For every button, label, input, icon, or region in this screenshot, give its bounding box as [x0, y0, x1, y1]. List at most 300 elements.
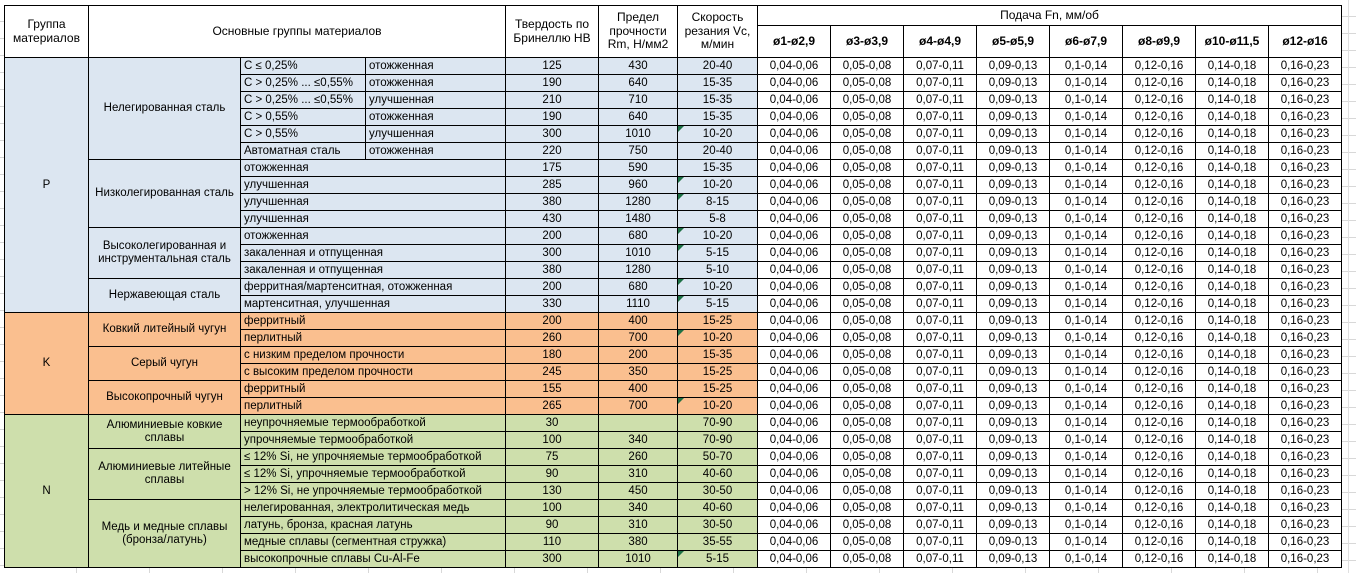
- state-cell[interactable]: улучшенная: [366, 126, 506, 143]
- speed-cell[interactable]: 15-25: [678, 381, 758, 398]
- feed-cell[interactable]: 0,12-0,16: [1123, 126, 1196, 143]
- material-cell[interactable]: мартенситная, улучшенная: [241, 296, 506, 313]
- speed-cell[interactable]: 5-10: [678, 262, 758, 279]
- feed-cell[interactable]: 0,09-0,13: [977, 483, 1050, 500]
- feed-cell[interactable]: 0,14-0,18: [1196, 432, 1269, 449]
- speed-cell[interactable]: 10-20: [678, 330, 758, 347]
- feed-cell[interactable]: 0,04-0,06: [758, 126, 831, 143]
- feed-cell[interactable]: 0,16-0,23: [1269, 364, 1342, 381]
- feed-cell[interactable]: 0,1-0,14: [1050, 228, 1123, 245]
- feed-cell[interactable]: 0,14-0,18: [1196, 466, 1269, 483]
- feed-cell[interactable]: 0,05-0,08: [831, 211, 904, 228]
- feed-cell[interactable]: 0,09-0,13: [977, 143, 1050, 160]
- feed-cell[interactable]: 0,12-0,16: [1123, 500, 1196, 517]
- feed-cell[interactable]: 0,14-0,18: [1196, 143, 1269, 160]
- feed-cell[interactable]: 0,04-0,06: [758, 551, 831, 568]
- feed-cell[interactable]: 0,14-0,18: [1196, 211, 1269, 228]
- hardness-cell[interactable]: 300: [506, 551, 599, 568]
- feed-cell[interactable]: 0,07-0,11: [904, 364, 977, 381]
- feed-cell[interactable]: 0,16-0,23: [1269, 279, 1342, 296]
- feed-cell[interactable]: 0,16-0,23: [1269, 160, 1342, 177]
- strength-cell[interactable]: 590: [599, 160, 678, 177]
- hardness-cell[interactable]: 430: [506, 211, 599, 228]
- strength-cell[interactable]: 340: [599, 500, 678, 517]
- hardness-cell[interactable]: 90: [506, 466, 599, 483]
- family-cell[interactable]: Низколегированная сталь: [89, 160, 241, 228]
- feed-cell[interactable]: 0,12-0,16: [1123, 58, 1196, 75]
- feed-cell[interactable]: 0,14-0,18: [1196, 517, 1269, 534]
- family-cell[interactable]: Алюминиевые литейные сплавы: [89, 449, 241, 500]
- state-cell[interactable]: отожженная: [366, 143, 506, 160]
- speed-cell[interactable]: 10-20: [678, 398, 758, 415]
- feed-cell[interactable]: 0,16-0,23: [1269, 483, 1342, 500]
- feed-cell[interactable]: 0,1-0,14: [1050, 177, 1123, 194]
- feed-cell[interactable]: 0,12-0,16: [1123, 75, 1196, 92]
- feed-cell[interactable]: 0,05-0,08: [831, 228, 904, 245]
- feed-cell[interactable]: 0,1-0,14: [1050, 517, 1123, 534]
- feed-cell[interactable]: 0,09-0,13: [977, 228, 1050, 245]
- feed-cell[interactable]: 0,04-0,06: [758, 330, 831, 347]
- feed-cell[interactable]: 0,09-0,13: [977, 381, 1050, 398]
- hardness-cell[interactable]: 300: [506, 126, 599, 143]
- feed-cell[interactable]: 0,16-0,23: [1269, 262, 1342, 279]
- feed-cell[interactable]: 0,12-0,16: [1123, 313, 1196, 330]
- feed-cell[interactable]: 0,12-0,16: [1123, 177, 1196, 194]
- feed-cell[interactable]: 0,04-0,06: [758, 194, 831, 211]
- feed-cell[interactable]: 0,1-0,14: [1050, 194, 1123, 211]
- feed-cell[interactable]: 0,12-0,16: [1123, 347, 1196, 364]
- state-cell[interactable]: отожженная: [366, 75, 506, 92]
- material-cell[interactable]: неупрочняемые термообработкой: [241, 415, 506, 432]
- feed-cell[interactable]: 0,09-0,13: [977, 517, 1050, 534]
- feed-cell[interactable]: 0,14-0,18: [1196, 415, 1269, 432]
- speed-cell[interactable]: 15-25: [678, 364, 758, 381]
- hardness-cell[interactable]: 285: [506, 177, 599, 194]
- strength-cell[interactable]: 750: [599, 143, 678, 160]
- feed-cell[interactable]: 0,14-0,18: [1196, 228, 1269, 245]
- feed-cell[interactable]: 0,09-0,13: [977, 534, 1050, 551]
- feed-cell[interactable]: 0,09-0,13: [977, 126, 1050, 143]
- hardness-cell[interactable]: 200: [506, 313, 599, 330]
- feed-cell[interactable]: 0,04-0,06: [758, 449, 831, 466]
- strength-cell[interactable]: 1480: [599, 211, 678, 228]
- header-brinell-hardness[interactable]: Твердость по Бринеллю HB: [506, 6, 599, 58]
- feed-cell[interactable]: 0,1-0,14: [1050, 466, 1123, 483]
- feed-cell[interactable]: 0,04-0,06: [758, 279, 831, 296]
- feed-cell[interactable]: 0,07-0,11: [904, 160, 977, 177]
- feed-cell[interactable]: 0,1-0,14: [1050, 58, 1123, 75]
- feed-cell[interactable]: 0,05-0,08: [831, 364, 904, 381]
- feed-cell[interactable]: 0,04-0,06: [758, 262, 831, 279]
- feed-cell[interactable]: 0,1-0,14: [1050, 92, 1123, 109]
- feed-cell[interactable]: 0,14-0,18: [1196, 330, 1269, 347]
- feed-cell[interactable]: 0,05-0,08: [831, 245, 904, 262]
- feed-cell[interactable]: 0,14-0,18: [1196, 551, 1269, 568]
- feed-cell[interactable]: 0,14-0,18: [1196, 109, 1269, 126]
- state-cell[interactable]: отожженная: [366, 109, 506, 126]
- hardness-cell[interactable]: 245: [506, 364, 599, 381]
- feed-cell[interactable]: 0,1-0,14: [1050, 262, 1123, 279]
- strength-cell[interactable]: 640: [599, 109, 678, 126]
- feed-cell[interactable]: 0,14-0,18: [1196, 92, 1269, 109]
- feed-cell[interactable]: 0,07-0,11: [904, 415, 977, 432]
- feed-cell[interactable]: 0,05-0,08: [831, 330, 904, 347]
- strength-cell[interactable]: 960: [599, 177, 678, 194]
- speed-cell[interactable]: 5-8: [678, 211, 758, 228]
- feed-cell[interactable]: 0,05-0,08: [831, 347, 904, 364]
- feed-cell[interactable]: 0,05-0,08: [831, 381, 904, 398]
- strength-cell[interactable]: 1280: [599, 262, 678, 279]
- feed-cell[interactable]: 0,12-0,16: [1123, 296, 1196, 313]
- feed-cell[interactable]: 0,09-0,13: [977, 177, 1050, 194]
- speed-cell[interactable]: 10-20: [678, 228, 758, 245]
- hardness-cell[interactable]: 130: [506, 483, 599, 500]
- feed-cell[interactable]: 0,16-0,23: [1269, 551, 1342, 568]
- feed-cell[interactable]: 0,05-0,08: [831, 177, 904, 194]
- feed-cell[interactable]: 0,1-0,14: [1050, 381, 1123, 398]
- header-tensile-strength[interactable]: Предел прочности Rm, Н/мм2: [599, 6, 678, 58]
- strength-cell[interactable]: 680: [599, 279, 678, 296]
- feed-cell[interactable]: 0,14-0,18: [1196, 58, 1269, 75]
- material-cell[interactable]: с низким пределом прочности: [241, 347, 506, 364]
- feed-cell[interactable]: 0,14-0,18: [1196, 534, 1269, 551]
- hardness-cell[interactable]: 200: [506, 279, 599, 296]
- hardness-cell[interactable]: 175: [506, 160, 599, 177]
- feed-cell[interactable]: 0,12-0,16: [1123, 551, 1196, 568]
- speed-cell[interactable]: 20-40: [678, 58, 758, 75]
- material-cell[interactable]: перлитный: [241, 398, 506, 415]
- feed-cell[interactable]: 0,07-0,11: [904, 432, 977, 449]
- strength-cell[interactable]: 200: [599, 347, 678, 364]
- feed-cell[interactable]: 0,09-0,13: [977, 194, 1050, 211]
- feed-cell[interactable]: 0,09-0,13: [977, 75, 1050, 92]
- feed-cell[interactable]: 0,09-0,13: [977, 398, 1050, 415]
- speed-cell[interactable]: 15-35: [678, 75, 758, 92]
- feed-cell[interactable]: 0,09-0,13: [977, 262, 1050, 279]
- group-cell[interactable]: K: [5, 313, 89, 415]
- feed-cell[interactable]: 0,1-0,14: [1050, 551, 1123, 568]
- feed-cell[interactable]: 0,04-0,06: [758, 143, 831, 160]
- speed-cell[interactable]: 40-60: [678, 500, 758, 517]
- feed-cell[interactable]: 0,16-0,23: [1269, 398, 1342, 415]
- header-material-group[interactable]: Группа материалов: [5, 6, 89, 58]
- hardness-cell[interactable]: 265: [506, 398, 599, 415]
- family-cell[interactable]: Нержавеющая сталь: [89, 279, 241, 313]
- feed-cell[interactable]: 0,1-0,14: [1050, 432, 1123, 449]
- feed-cell[interactable]: 0,05-0,08: [831, 194, 904, 211]
- strength-cell[interactable]: 680: [599, 228, 678, 245]
- speed-cell[interactable]: 10-20: [678, 279, 758, 296]
- feed-cell[interactable]: 0,04-0,06: [758, 534, 831, 551]
- feed-cell[interactable]: 0,1-0,14: [1050, 449, 1123, 466]
- feed-cell[interactable]: 0,05-0,08: [831, 466, 904, 483]
- feed-cell[interactable]: 0,12-0,16: [1123, 160, 1196, 177]
- feed-cell[interactable]: 0,07-0,11: [904, 279, 977, 296]
- feed-cell[interactable]: 0,09-0,13: [977, 330, 1050, 347]
- strength-cell[interactable]: 350: [599, 364, 678, 381]
- strength-cell[interactable]: 1010: [599, 551, 678, 568]
- material-cell[interactable]: перлитный: [241, 330, 506, 347]
- material-cell[interactable]: ферритный: [241, 381, 506, 398]
- material-cell[interactable]: упрочняемые термообработкой: [241, 432, 506, 449]
- feed-cell[interactable]: 0,14-0,18: [1196, 483, 1269, 500]
- feed-cell[interactable]: 0,12-0,16: [1123, 483, 1196, 500]
- material-cell[interactable]: закаленная и отпущенная: [241, 245, 506, 262]
- feed-cell[interactable]: 0,1-0,14: [1050, 75, 1123, 92]
- material-cell[interactable]: C > 0,25% ... ≤0,55%: [241, 92, 366, 109]
- family-cell[interactable]: Нелегированная сталь: [89, 58, 241, 160]
- speed-cell[interactable]: 5-15: [678, 296, 758, 313]
- hardness-cell[interactable]: 125: [506, 58, 599, 75]
- feed-cell[interactable]: 0,07-0,11: [904, 500, 977, 517]
- hardness-cell[interactable]: 220: [506, 143, 599, 160]
- feed-cell[interactable]: 0,04-0,06: [758, 466, 831, 483]
- feed-cell[interactable]: 0,12-0,16: [1123, 143, 1196, 160]
- feed-cell[interactable]: 0,16-0,23: [1269, 415, 1342, 432]
- feed-cell[interactable]: 0,09-0,13: [977, 160, 1050, 177]
- feed-cell[interactable]: 0,12-0,16: [1123, 449, 1196, 466]
- feed-cell[interactable]: 0,12-0,16: [1123, 415, 1196, 432]
- group-cell[interactable]: P: [5, 58, 89, 313]
- feed-cell[interactable]: 0,07-0,11: [904, 245, 977, 262]
- speed-cell[interactable]: 15-25: [678, 313, 758, 330]
- feed-cell[interactable]: 0,07-0,11: [904, 347, 977, 364]
- feed-cell[interactable]: 0,04-0,06: [758, 211, 831, 228]
- material-cell[interactable]: отожженная: [241, 160, 506, 177]
- speed-cell[interactable]: 50-70: [678, 449, 758, 466]
- strength-cell[interactable]: [599, 415, 678, 432]
- feed-cell[interactable]: 0,14-0,18: [1196, 126, 1269, 143]
- feed-cell[interactable]: 0,1-0,14: [1050, 398, 1123, 415]
- strength-cell[interactable]: 1010: [599, 126, 678, 143]
- group-cell[interactable]: N: [5, 415, 89, 568]
- feed-cell[interactable]: 0,09-0,13: [977, 415, 1050, 432]
- feed-cell[interactable]: 0,09-0,13: [977, 432, 1050, 449]
- strength-cell[interactable]: 700: [599, 330, 678, 347]
- hardness-cell[interactable]: 380: [506, 262, 599, 279]
- feed-cell[interactable]: 0,1-0,14: [1050, 143, 1123, 160]
- feed-cell[interactable]: 0,05-0,08: [831, 262, 904, 279]
- material-cell[interactable]: закаленная и отпущенная: [241, 262, 506, 279]
- feed-cell[interactable]: 0,16-0,23: [1269, 228, 1342, 245]
- feed-cell[interactable]: 0,1-0,14: [1050, 500, 1123, 517]
- hardness-cell[interactable]: 190: [506, 75, 599, 92]
- feed-cell[interactable]: 0,07-0,11: [904, 517, 977, 534]
- material-cell[interactable]: с высоким пределом прочности: [241, 364, 506, 381]
- feed-cell[interactable]: 0,16-0,23: [1269, 313, 1342, 330]
- feed-cell[interactable]: 0,16-0,23: [1269, 449, 1342, 466]
- feed-cell[interactable]: 0,1-0,14: [1050, 245, 1123, 262]
- feed-cell[interactable]: 0,1-0,14: [1050, 211, 1123, 228]
- feed-cell[interactable]: 0,04-0,06: [758, 500, 831, 517]
- hardness-cell[interactable]: 380: [506, 194, 599, 211]
- family-cell[interactable]: Ковкий литейный чугун: [89, 313, 241, 347]
- material-cell[interactable]: медные сплавы (сегментная стружка): [241, 534, 506, 551]
- feed-cell[interactable]: 0,16-0,23: [1269, 92, 1342, 109]
- header-diameter-2[interactable]: ø3-ø3,9: [831, 26, 904, 58]
- feed-cell[interactable]: 0,07-0,11: [904, 143, 977, 160]
- header-diameter-8[interactable]: ø12-ø16: [1269, 26, 1342, 58]
- feed-cell[interactable]: 0,1-0,14: [1050, 109, 1123, 126]
- feed-cell[interactable]: 0,05-0,08: [831, 534, 904, 551]
- material-cell[interactable]: ≤ 12% Si, не упрочняемые термообработкой: [241, 449, 506, 466]
- strength-cell[interactable]: 400: [599, 381, 678, 398]
- feed-cell[interactable]: 0,12-0,16: [1123, 109, 1196, 126]
- feed-cell[interactable]: 0,05-0,08: [831, 483, 904, 500]
- hardness-cell[interactable]: 190: [506, 109, 599, 126]
- feed-cell[interactable]: 0,04-0,06: [758, 58, 831, 75]
- feed-cell[interactable]: 0,07-0,11: [904, 381, 977, 398]
- material-cell[interactable]: C > 0,25% ... ≤0,55%: [241, 75, 366, 92]
- hardness-cell[interactable]: 300: [506, 245, 599, 262]
- speed-cell[interactable]: 15-35: [678, 92, 758, 109]
- speed-cell[interactable]: 15-35: [678, 160, 758, 177]
- feed-cell[interactable]: 0,16-0,23: [1269, 211, 1342, 228]
- feed-cell[interactable]: 0,12-0,16: [1123, 330, 1196, 347]
- feed-cell[interactable]: 0,05-0,08: [831, 500, 904, 517]
- feed-cell[interactable]: 0,07-0,11: [904, 228, 977, 245]
- speed-cell[interactable]: 30-50: [678, 517, 758, 534]
- feed-cell[interactable]: 0,09-0,13: [977, 466, 1050, 483]
- state-cell[interactable]: улучшенная: [366, 92, 506, 109]
- feed-cell[interactable]: 0,07-0,11: [904, 262, 977, 279]
- feed-cell[interactable]: 0,09-0,13: [977, 279, 1050, 296]
- feed-cell[interactable]: 0,14-0,18: [1196, 347, 1269, 364]
- feed-cell[interactable]: 0,14-0,18: [1196, 449, 1269, 466]
- feed-cell[interactable]: 0,05-0,08: [831, 160, 904, 177]
- feed-cell[interactable]: 0,04-0,06: [758, 296, 831, 313]
- family-cell[interactable]: Высоколегированная и инструментальная сталь: [89, 228, 241, 279]
- family-cell[interactable]: Алюминиевые ковкие сплавы: [89, 415, 241, 449]
- feed-cell[interactable]: 0,16-0,23: [1269, 245, 1342, 262]
- feed-cell[interactable]: 0,09-0,13: [977, 211, 1050, 228]
- feed-cell[interactable]: 0,04-0,06: [758, 109, 831, 126]
- feed-cell[interactable]: 0,14-0,18: [1196, 398, 1269, 415]
- feed-cell[interactable]: 0,04-0,06: [758, 517, 831, 534]
- feed-cell[interactable]: 0,1-0,14: [1050, 126, 1123, 143]
- family-cell[interactable]: Высокопрочный чугун: [89, 381, 241, 415]
- feed-cell[interactable]: 0,05-0,08: [831, 517, 904, 534]
- material-cell[interactable]: Автоматная сталь: [241, 143, 366, 160]
- feed-cell[interactable]: 0,04-0,06: [758, 228, 831, 245]
- feed-cell[interactable]: 0,05-0,08: [831, 415, 904, 432]
- hardness-cell[interactable]: 30: [506, 415, 599, 432]
- feed-cell[interactable]: 0,07-0,11: [904, 449, 977, 466]
- strength-cell[interactable]: 310: [599, 466, 678, 483]
- feed-cell[interactable]: 0,04-0,06: [758, 177, 831, 194]
- feed-cell[interactable]: 0,09-0,13: [977, 109, 1050, 126]
- feed-cell[interactable]: 0,1-0,14: [1050, 483, 1123, 500]
- feed-cell[interactable]: 0,16-0,23: [1269, 126, 1342, 143]
- feed-cell[interactable]: 0,09-0,13: [977, 313, 1050, 330]
- material-cell[interactable]: отожженная: [241, 228, 506, 245]
- speed-cell[interactable]: 5-15: [678, 551, 758, 568]
- feed-cell[interactable]: 0,07-0,11: [904, 92, 977, 109]
- speed-cell[interactable]: 20-40: [678, 143, 758, 160]
- feed-cell[interactable]: 0,05-0,08: [831, 75, 904, 92]
- strength-cell[interactable]: 710: [599, 92, 678, 109]
- speed-cell[interactable]: 35-55: [678, 534, 758, 551]
- feed-cell[interactable]: 0,16-0,23: [1269, 109, 1342, 126]
- feed-cell[interactable]: 0,07-0,11: [904, 466, 977, 483]
- feed-cell[interactable]: 0,07-0,11: [904, 296, 977, 313]
- feed-cell[interactable]: 0,09-0,13: [977, 500, 1050, 517]
- feed-cell[interactable]: 0,14-0,18: [1196, 160, 1269, 177]
- material-cell[interactable]: ≤ 12% Si, упрочняемые термообработкой: [241, 466, 506, 483]
- header-diameter-5[interactable]: ø6-ø7,9: [1050, 26, 1123, 58]
- header-main-groups[interactable]: Основные группы материалов: [89, 6, 506, 58]
- feed-cell[interactable]: 0,16-0,23: [1269, 194, 1342, 211]
- feed-cell[interactable]: 0,05-0,08: [831, 143, 904, 160]
- family-cell[interactable]: Серый чугун: [89, 347, 241, 381]
- feed-cell[interactable]: 0,1-0,14: [1050, 534, 1123, 551]
- hardness-cell[interactable]: 330: [506, 296, 599, 313]
- feed-cell[interactable]: 0,05-0,08: [831, 92, 904, 109]
- material-cell[interactable]: > 12% Si, не упрочняемые термообработкой: [241, 483, 506, 500]
- feed-cell[interactable]: 0,12-0,16: [1123, 194, 1196, 211]
- speed-cell[interactable]: 5-15: [678, 245, 758, 262]
- speed-cell[interactable]: 15-35: [678, 347, 758, 364]
- feed-cell[interactable]: 0,16-0,23: [1269, 517, 1342, 534]
- feed-cell[interactable]: 0,04-0,06: [758, 347, 831, 364]
- feed-cell[interactable]: 0,16-0,23: [1269, 177, 1342, 194]
- feed-cell[interactable]: 0,12-0,16: [1123, 262, 1196, 279]
- feed-cell[interactable]: 0,07-0,11: [904, 398, 977, 415]
- strength-cell[interactable]: 310: [599, 517, 678, 534]
- strength-cell[interactable]: 700: [599, 398, 678, 415]
- material-cell[interactable]: высокопрочные сплавы Cu-Al-Fe: [241, 551, 506, 568]
- feed-cell[interactable]: 0,05-0,08: [831, 296, 904, 313]
- feed-cell[interactable]: 0,1-0,14: [1050, 364, 1123, 381]
- feed-cell[interactable]: 0,04-0,06: [758, 160, 831, 177]
- feed-cell[interactable]: 0,09-0,13: [977, 551, 1050, 568]
- feed-cell[interactable]: 0,05-0,08: [831, 126, 904, 143]
- feed-cell[interactable]: 0,16-0,23: [1269, 58, 1342, 75]
- feed-cell[interactable]: 0,1-0,14: [1050, 279, 1123, 296]
- feed-cell[interactable]: 0,1-0,14: [1050, 415, 1123, 432]
- header-diameter-3[interactable]: ø4-ø4,9: [904, 26, 977, 58]
- feed-cell[interactable]: 0,14-0,18: [1196, 296, 1269, 313]
- strength-cell[interactable]: 380: [599, 534, 678, 551]
- hardness-cell[interactable]: 100: [506, 500, 599, 517]
- strength-cell[interactable]: 1110: [599, 296, 678, 313]
- feed-cell[interactable]: 0,04-0,06: [758, 398, 831, 415]
- feed-cell[interactable]: 0,14-0,18: [1196, 364, 1269, 381]
- feed-cell[interactable]: 0,09-0,13: [977, 58, 1050, 75]
- feed-cell[interactable]: 0,12-0,16: [1123, 381, 1196, 398]
- hardness-cell[interactable]: 260: [506, 330, 599, 347]
- feed-cell[interactable]: 0,07-0,11: [904, 58, 977, 75]
- feed-cell[interactable]: 0,14-0,18: [1196, 177, 1269, 194]
- feed-cell[interactable]: 0,05-0,08: [831, 109, 904, 126]
- strength-cell[interactable]: 1010: [599, 245, 678, 262]
- hardness-cell[interactable]: 200: [506, 228, 599, 245]
- feed-cell[interactable]: 0,05-0,08: [831, 58, 904, 75]
- feed-cell[interactable]: 0,14-0,18: [1196, 245, 1269, 262]
- feed-cell[interactable]: 0,12-0,16: [1123, 279, 1196, 296]
- feed-cell[interactable]: 0,04-0,06: [758, 483, 831, 500]
- speed-cell[interactable]: 15-35: [678, 109, 758, 126]
- feed-cell[interactable]: 0,14-0,18: [1196, 381, 1269, 398]
- header-diameter-4[interactable]: ø5-ø5,9: [977, 26, 1050, 58]
- feed-cell[interactable]: 0,16-0,23: [1269, 500, 1342, 517]
- feed-cell[interactable]: 0,16-0,23: [1269, 296, 1342, 313]
- feed-cell[interactable]: 0,1-0,14: [1050, 347, 1123, 364]
- strength-cell[interactable]: 400: [599, 313, 678, 330]
- material-cell[interactable]: C > 0,55%: [241, 126, 366, 143]
- feed-cell[interactable]: 0,16-0,23: [1269, 347, 1342, 364]
- feed-cell[interactable]: 0,12-0,16: [1123, 398, 1196, 415]
